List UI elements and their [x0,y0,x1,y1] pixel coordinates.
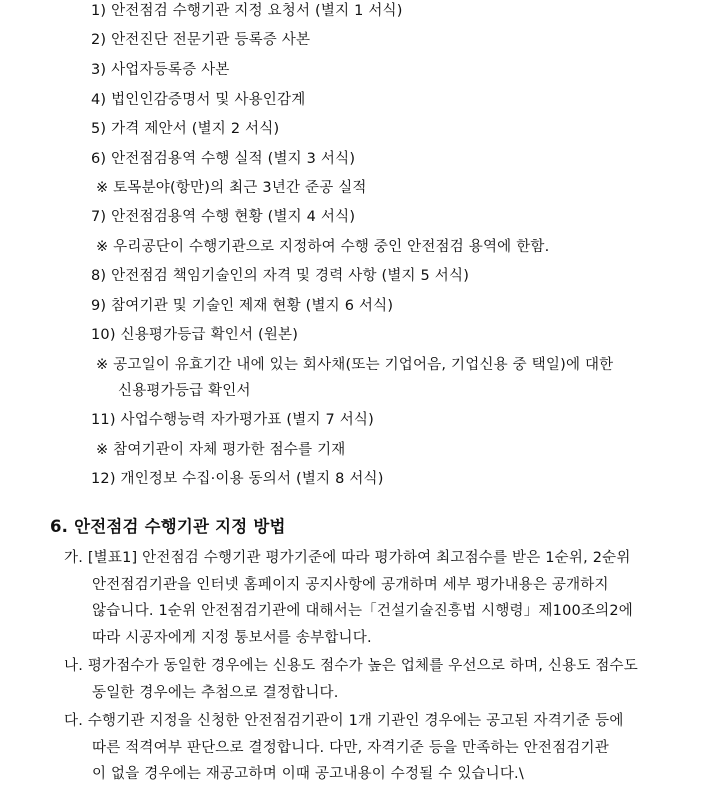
attachment-note-7: ※ 우리공단이 수행기관으로 지정하여 수행 중인 안전점검 용역에 한함. [96,239,550,255]
paragraph-ga-line-1: 가. [별표1] 안전점검 수행기관 평가기준에 따라 평가하여 최고점수를 받은 1순위, 2순위 [64,550,631,566]
attachment-item-12: 12) 개인정보 수집·이용 동의서 (별지 8 서식) [91,471,384,487]
attachment-item-2: 2) 안전진단 전문기관 등록증 사본 [91,32,311,48]
attachment-note-11: ※ 참여기관이 자체 평가한 점수를 기재 [96,442,346,458]
attachment-note-6: ※ 토목분야(항만)의 최근 3년간 준공 실적 [96,180,367,196]
attachment-note-10: ※ 공고일이 유효기간 내에 있는 회사채(또는 기업어음, 기업신용 중 택일)에 대한 [96,357,614,373]
attachment-item-9: 9) 참여기관 및 기술인 제재 현황 (별지 6 서식) [91,298,394,314]
attachment-item-3: 3) 사업자등록증 사본 [91,62,230,78]
paragraph-da-line-1: 다. 수행기관 지정을 신청한 안전점검기관이 1개 기관인 경우에는 공고된 자격기준 등에 [64,713,624,729]
paragraph-ga-line-3: 않습니다. 1순위 안전점검기관에 대해서는「건설기술진흥법 시행령」제100조의2에 [92,603,633,619]
attachment-note-10-cont: 신용평가등급 확인서 [118,383,251,399]
paragraph-da-line-3: 이 없을 경우에는 재공고하며 이때 공고내용이 수정될 수 있습니다.\ [92,766,524,782]
attachment-item-4: 4) 법인인감증명서 및 사용인감계 [91,92,306,108]
attachment-item-8: 8) 안전점검 책임기술인의 자격 및 경력 사항 (별지 5 서식) [91,268,470,284]
paragraph-ga-line-2: 안전점검기관을 인터넷 홈페이지 공지사항에 공개하며 세부 평가내용은 공개하지 [92,577,609,593]
paragraph-na-line-2: 동일한 경우에는 추첨으로 결정합니다. [92,685,339,701]
paragraph-na-line-1: 나. 평가점수가 동일한 경우에는 신용도 점수가 높은 업체를 우선으로 하며, 신용도 점수도 [64,658,638,674]
paragraph-da-line-2: 따른 적격여부 판단으로 결정합니다. 다만, 자격기준 등을 만족하는 안전점검기관 [92,740,609,756]
paragraph-ga-line-4: 따라 시공자에게 지정 통보서를 송부합니다. [92,630,372,646]
attachment-item-5: 5) 가격 제안서 (별지 2 서식) [91,121,280,137]
attachment-item-6: 6) 안전점검용역 수행 실적 (별지 3 서식) [91,151,356,167]
attachment-item-1: 1) 안전점검 수행기관 지정 요청서 (별지 1 서식) [91,3,403,19]
attachment-item-10: 10) 신용평가등급 확인서 (원본) [91,327,299,343]
attachment-item-7: 7) 안전점검용역 수행 현황 (별지 4 서식) [91,209,356,225]
attachment-item-11: 11) 사업수행능력 자가평가표 (별지 7 서식) [91,412,374,428]
section-heading: 6. 안전점검 수행기관 지정 방법 [50,517,286,536]
